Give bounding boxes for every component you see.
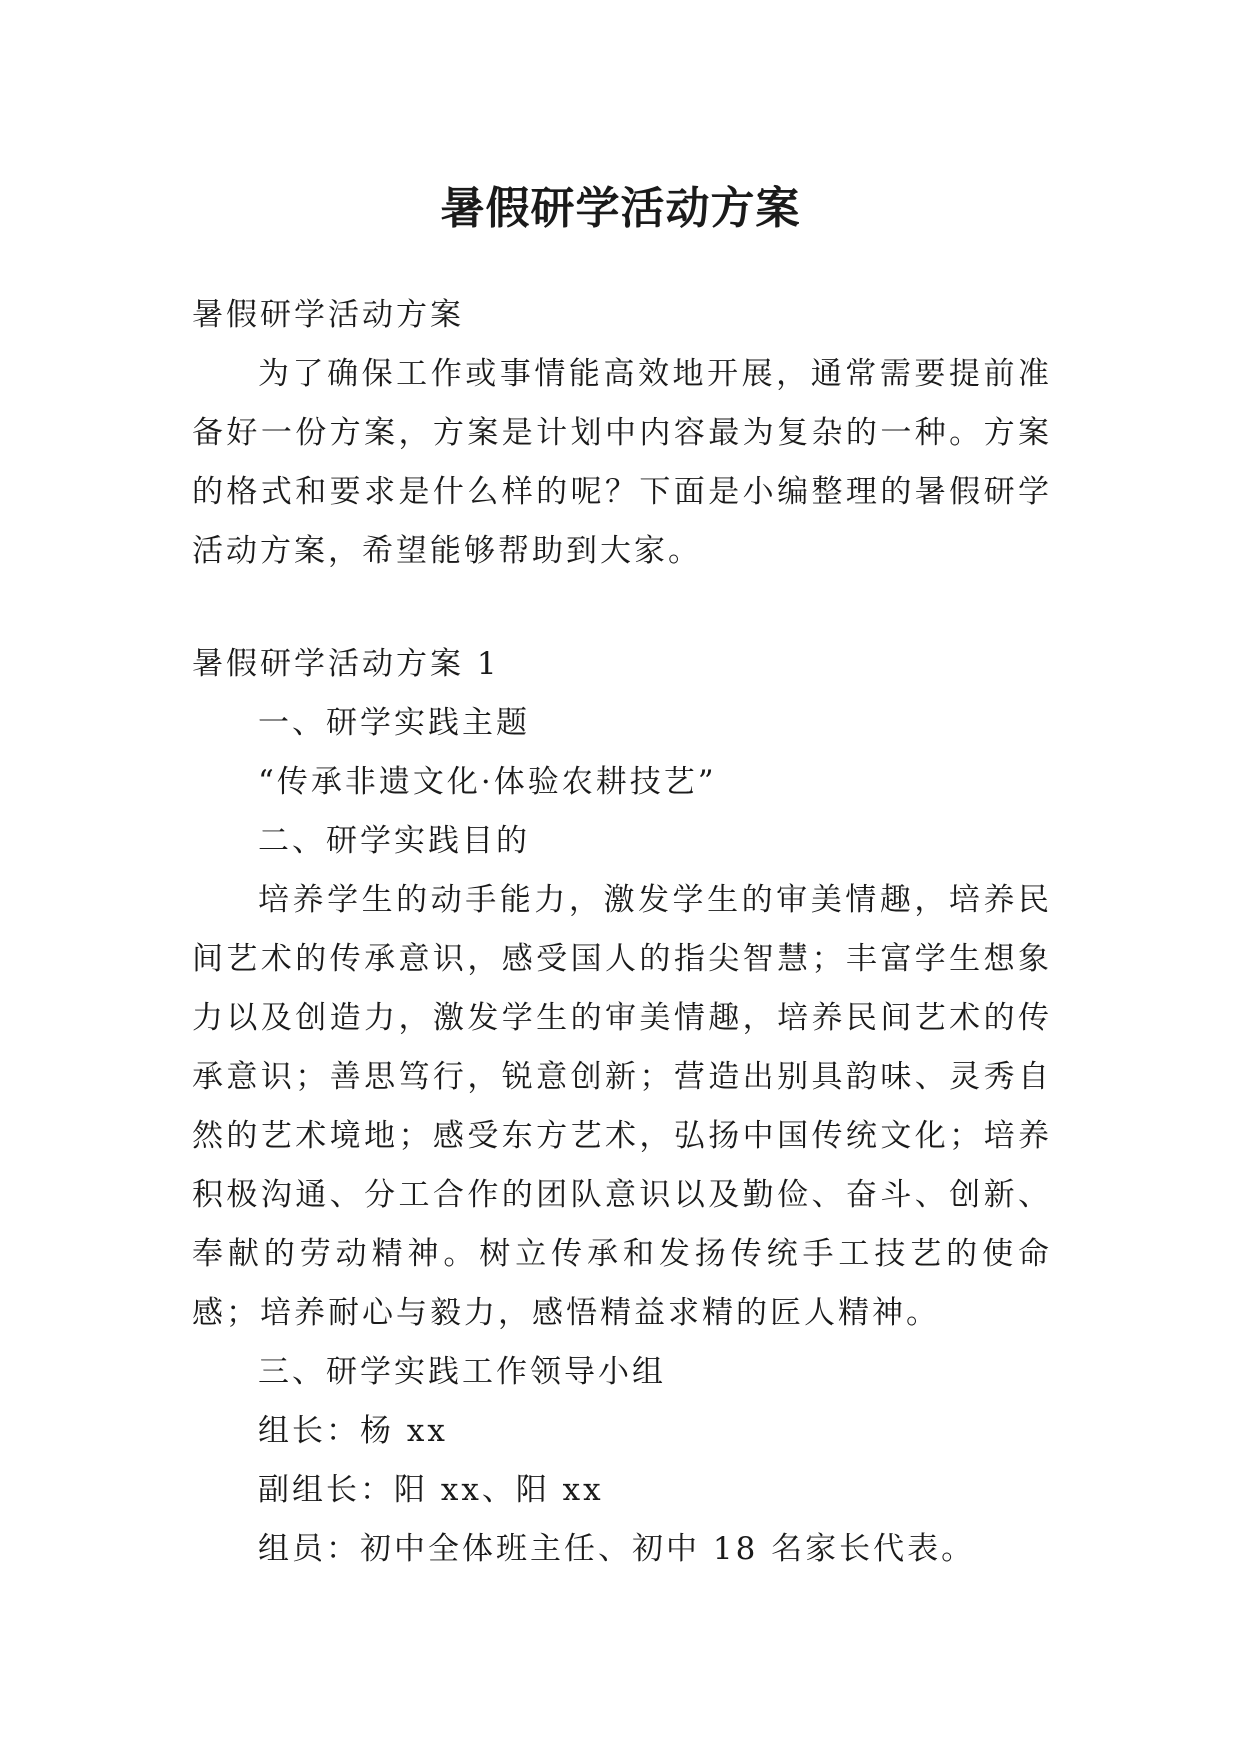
theme-heading: 一、研学实践主题 <box>258 705 530 741</box>
purpose-paragraph: 培养学生的动手能力，激发学生的审美情趣，培养民间艺术的传承意识，感受国人的指尖智慧；丰富学生想象力以及创造力，激发学生的审美情趣，培养民间艺术的传承意识；善思笃行，锐意创新；营造出别具韵味、灵秀自然的艺术境地；感受东方艺术，弘扬中国传统文化；培养积极沟通、分工合作的团队意识以及勤俭、奋斗、创新、奉献的劳动精神。树立传承和发扬传统手工技艺的使命感；培养耐心与毅力，感悟精益求精的匠人精神。 <box>192 882 1052 1331</box>
leader-line: 组长：杨 xx <box>258 1413 448 1449</box>
intro-paragraph: 为了确保工作或事情能高效地开展，通常需要提前准备好一份方案，方案是计划中内容最为复杂的一种。方案的格式和要求是什么样的呢？下面是小编整理的暑假研学活动方案，希望能够帮助到大家。 <box>192 356 1052 569</box>
intro-heading: 暑假研学活动方案 <box>192 297 464 333</box>
document-title: 暑假研学活动方案 <box>440 183 801 235</box>
intro-block <box>192 286 1052 581</box>
deputy-leader-line: 副组长：阳 xx、阳 xx <box>258 1472 604 1508</box>
theme-text: “传承非遗文化·体验农耕技艺” <box>258 764 717 800</box>
section-heading: 暑假研学活动方案 1 <box>192 646 500 682</box>
purpose-heading: 二、研学实践目的 <box>258 823 530 859</box>
members-line: 组员：初中全体班主任、初中 18 名家长代表。 <box>258 1531 976 1567</box>
section-1 <box>192 635 1052 1579</box>
leadership-heading: 三、研学实践工作领导小组 <box>258 1354 666 1390</box>
